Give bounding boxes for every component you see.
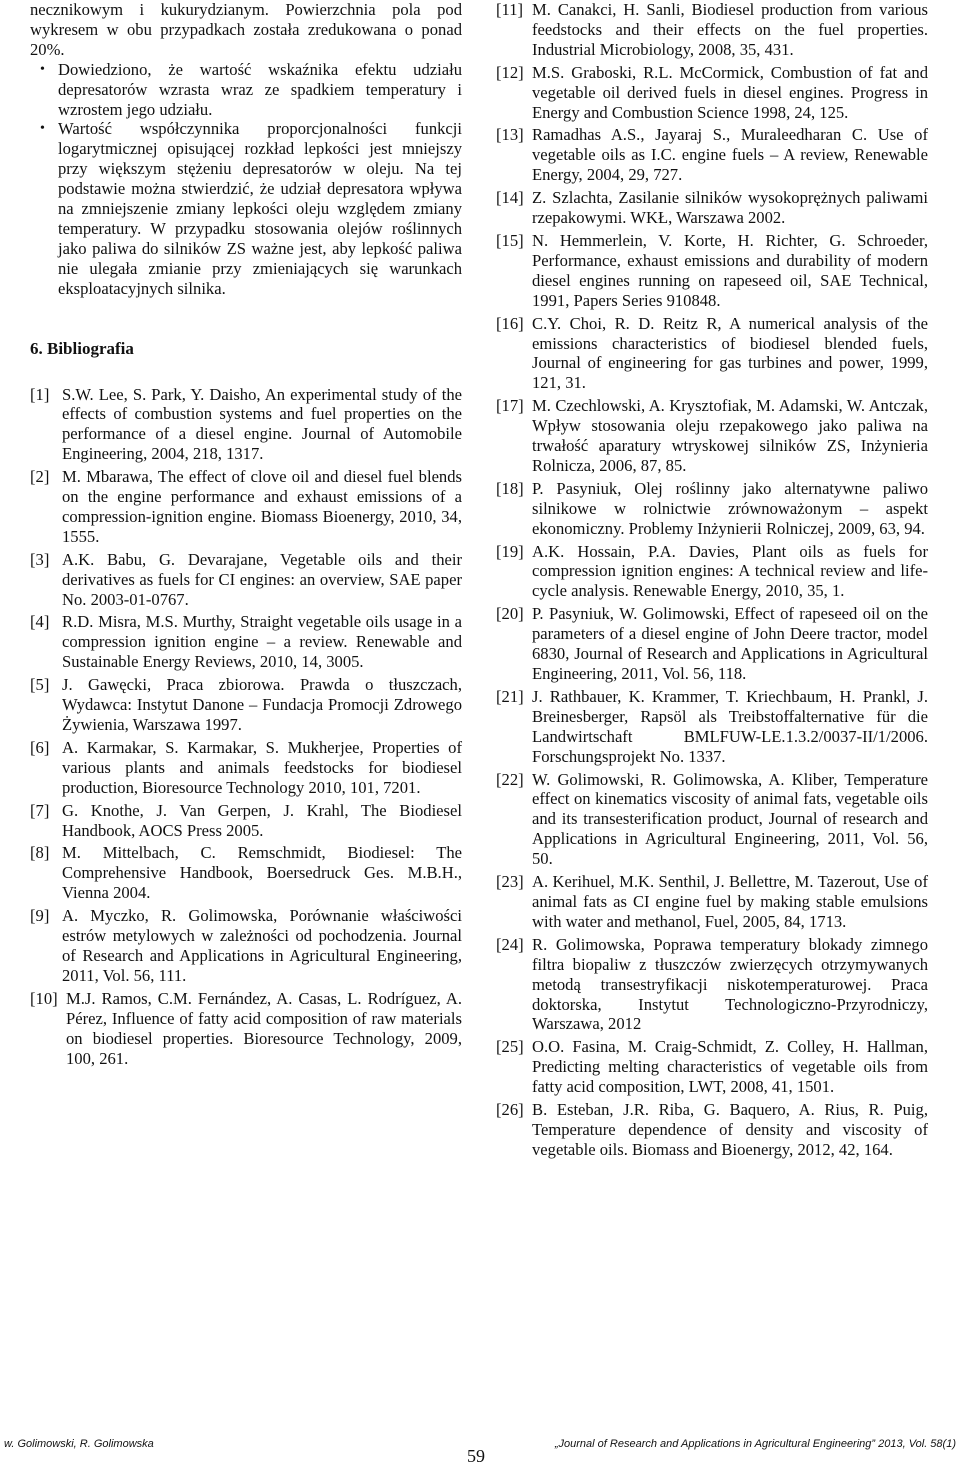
reference-item — [30, 906, 462, 986]
reference-item — [30, 801, 462, 841]
reference-text: A. Karmakar, S. Karmakar, S. Mukherjee, Properties of various plants and animals feedstocks for biodiesel production, Bioresource Technology 2010, 101, 7201. — [62, 737, 462, 797]
right-column — [496, 0, 928, 1163]
reference-text: A. Kerihuel, M.K. Senthil, J. Bellettre, M. Tazerout, Use of animal fats as CI engine fuel by making stable emulsions with water and methanol, Fuel, 2005, 84, 1713. — [532, 872, 928, 931]
bullet-text: Dowiedziono, że wartość wskaźnika efektu udziału depresatorów wzrasta wraz ze spadkiem temperatury i wzrostem jego udziału. — [58, 59, 462, 119]
reference-text: R. Golimowska, Poprawa temperatury blokady zimnego filtra biopaliw z tłuszczów zwierzęcych otrzymywanych metodą transestryfikacji niskotemperaturowej. Praca doktorska, Instytut Technologiczno-Przyrodniczy, Warszawa, 2012 — [532, 934, 928, 1034]
reference-item — [496, 63, 928, 123]
reference-item — [496, 542, 928, 602]
reference-text: O.O. Fasina, M. Craig-Schmidt, Z. Colley, H. Hallman, Predicting melting characteristics of vegetable oils from fatty acid composition, LWT, 2008, 41, 1501. — [532, 1037, 928, 1097]
reference-item — [30, 550, 462, 610]
bullet-text: Wartość współczynnika proporcjonalności funkcji logarytmicznej opisującej rozkład lepkości jest mniejszy przy większym stężeniu depresatorów w oleju. Na tej podstawie można stwierdzić, że udział depresatora wpływa na zmniejszenie zmiany lepkości oleju względem zmiany temperatury. W przypadku stosowania olejów roślinnych jako paliwa do silników ZS ważne jest, aby lepkość paliwa nie ulegała zmianie przy zmieniających się warunkach eksploatacyjnych silnika. — [58, 119, 462, 298]
reference-number: [13] — [496, 125, 524, 145]
section-heading: 6. Bibliografia — [30, 338, 134, 358]
reference-number: [12] — [496, 62, 524, 82]
reference-item — [496, 0, 928, 60]
reference-number: [5] — [30, 675, 50, 695]
reference-number: [8] — [30, 843, 50, 863]
reference-item — [30, 385, 462, 465]
reference-number: [11] — [496, 0, 524, 19]
reference-number: [23] — [496, 872, 524, 892]
reference-number: [1] — [30, 384, 50, 404]
conclusion-bullet-2 — [30, 119, 462, 298]
reference-item — [496, 396, 928, 476]
reference-number: [25] — [496, 1037, 524, 1057]
reference-text: M.J. Ramos, C.M. Fernández, A. Casas, L. Rodríguez, A. Pérez, Influence of fatty acid composition of raw materials on biodiesel properties. Bioresource Technology, 2009, 100, 261. — [66, 988, 462, 1068]
reference-text: M. Mbarawa, The effect of clove oil and diesel fuel blends on the engine performance and exhaust emissions of a compression-ignition engine. Biomass Bioenergy, 2010, 34, 1555. — [62, 467, 462, 546]
reference-text: A.K. Babu, G. Devarajane, Vegetable oils and their derivatives as fuels for CI engines: an overview, SAE paper No. 2003-01-0767. — [62, 549, 462, 609]
continued-paragraph: necznikowym i kukurydzianym. Powierzchnia pola pod wykresem w obu przypadkach została zredukowana o ponad 20%. — [30, 0, 462, 59]
reference-item — [496, 188, 928, 228]
reference-text: G. Knothe, J. Van Gerpen, J. Krahl, The Biodiesel Handbook, AOCS Press 2005. — [62, 800, 462, 840]
reference-number: [21] — [496, 686, 524, 706]
reference-text: Ramadhas A.S., Jayaraj S., Muraleedharan C. Use of vegetable oils as I.C. engine fuels – A review, Renewable Energy, 2004, 29, 727. — [532, 125, 928, 185]
reference-number: [18] — [496, 478, 524, 498]
bullet-dot: • — [40, 61, 45, 77]
reference-text: C.Y. Choi, R. D. Reitz R, A numerical analysis of the emissions characteristics of biodiesel blended fuels, Journal of engineering for gas turbines and power, 1999, 121, 31. — [532, 313, 928, 393]
reference-number: [4] — [30, 612, 50, 632]
footer-journal: „Journal of Research and Applications in Agricultural Engineering” 2013, Vol. 58(1) — [554, 1438, 956, 1450]
reference-item — [496, 872, 928, 932]
reference-number: [24] — [496, 934, 524, 954]
reference-item — [496, 1100, 928, 1160]
reference-number: [15] — [496, 230, 524, 250]
conclusion-bullet-1 — [30, 60, 462, 120]
reference-item — [30, 675, 462, 735]
reference-item — [30, 989, 462, 1069]
reference-text: J. Gawęcki, Praca zbiorowa. Prawda o tłuszczach, Wydawca: Instytut Danone – Fundacja Promocji Zdrowego Żywienia, Warszawa 1997. — [62, 675, 462, 734]
reference-item — [496, 935, 928, 1035]
reference-text: A.K. Hossain, P.A. Davies, Plant oils as fuels for compression ignition engines: A technical review and life-cycle analysis. Renewable Energy, 2010, 35, 1. — [532, 541, 928, 601]
reference-text: M. Mittelbach, C. Remschmidt, Biodiesel: The Comprehensive Handbook, Boersedruck Ges. M.B.H., Vienna 2004. — [62, 843, 462, 903]
bullet-dot: • — [40, 121, 45, 137]
reference-number: [14] — [496, 188, 524, 208]
reference-item — [30, 467, 462, 547]
reference-text: S.W. Lee, S. Park, Y. Daisho, An experimental study of the effects of combustion systems and fuel properties on the performance of a diesel engine. Journal of Automobile Engineering, 2004, 218, 1317. — [62, 384, 462, 464]
page-number: 59 — [467, 1446, 485, 1466]
reference-text: P. Pasyniuk, W. Golimowski, Effect of rapeseed oil on the parameters of a diesel engine of John Deere tractor, model 6830, Journal of Research and Applications in Agricultural Engineering, 2011, Vol. 56, 118. — [532, 604, 928, 683]
reference-text: B. Esteban, J.R. Riba, G. Baquero, A. Rius, R. Puig, Temperature dependence of density and viscosity of vegetable oils. Biomass and Bioenergy, 2012, 42, 164. — [532, 1100, 928, 1159]
reference-text: M. Czechlowski, A. Krysztofiak, M. Adamski, W. Antczak, Wpływ stosowania oleju rzepakowego jako paliwa na trwałość aparatury wtryskowej silników ZS, Inżynieria Rolnicza, 2006, 87, 85. — [532, 396, 928, 475]
reference-number: [7] — [30, 800, 50, 820]
reference-text: N. Hemmerlein, V. Korte, H. Richter, G. Schroeder, Performance, exhaust emissions and durability of modern diesel engines running on rapeseed oil, SAE Technical, 1991, Papers Series 910848. — [532, 230, 928, 310]
reference-text: J. Rathbauer, K. Krammer, T. Kriechbaum, H. Prankl, J. Breinesberger, Rapsöl als Treibstoffalternative für die Landwirtschaft BMLFUW-LE.1.3.2/0037-II/1/2006. Forschungsprojekt No. 1337. — [532, 686, 928, 766]
reference-item — [496, 770, 928, 870]
reference-item — [496, 687, 928, 767]
reference-number: [16] — [496, 313, 524, 333]
reference-text: M.S. Graboski, R.L. McCormick, Combustion of fat and vegetable oil derived fuels in diesel engines. Progress in Energy and Combustion Science 1998, 24, 125. — [532, 62, 928, 122]
reference-number: [3] — [30, 549, 50, 569]
reference-number: [22] — [496, 769, 524, 789]
reference-number: [17] — [496, 396, 524, 416]
footer-authors: w. Golimowski, R. Golimowska — [4, 1438, 154, 1450]
reference-item — [496, 231, 928, 311]
reference-list-left — [30, 385, 462, 1069]
reference-text: W. Golimowski, R. Golimowska, A. Kliber, Temperature effect on kinematics viscosity of animal fats, vegetable oils and its transesterification product, Journal of research and Applications in Agricultural Engineering, 2011, Vol. 56, 50. — [532, 769, 928, 869]
reference-text: Z. Szlachta, Zasilanie silników wysokoprężnych paliwami rzepakowymi. WKŁ, Warszawa 2002. — [532, 188, 928, 228]
reference-number: [6] — [30, 737, 50, 757]
reference-number: [2] — [30, 467, 50, 487]
reference-number: [26] — [496, 1100, 524, 1120]
reference-text: R.D. Misra, M.S. Murthy, Straight vegetable oils usage in a compression ignition engine – a review. Renewable and Sustainable Energy Reviews, 2010, 14, 3005. — [62, 612, 462, 672]
reference-item — [30, 612, 462, 672]
reference-text: A. Myczko, R. Golimowska, Porównanie właściwości estrów metylowych w zależności od pochodzenia. Journal of Research and Applications in Agricultural Engineering, 2011, Vol. 56, 111. — [62, 906, 462, 985]
reference-list-right — [496, 0, 928, 1160]
reference-item — [496, 314, 928, 394]
reference-item — [30, 843, 462, 903]
reference-number: [10] — [30, 988, 58, 1008]
left-column — [30, 0, 462, 1071]
reference-item — [30, 738, 462, 798]
reference-number: [9] — [30, 906, 50, 926]
reference-item — [496, 1037, 928, 1097]
reference-item — [496, 479, 928, 539]
reference-item — [496, 604, 928, 684]
reference-item — [496, 125, 928, 185]
reference-number: [20] — [496, 604, 524, 624]
reference-text: M. Canakci, H. Sanli, Biodiesel production from various feedstocks and their effects on the fuel properties. Industrial Microbiology, 2008, 35, 431. — [532, 0, 928, 59]
reference-number: [19] — [496, 541, 524, 561]
reference-text: P. Pasyniuk, Olej roślinny jako alternatywne paliwo silnikowe w rolnictwie zrównoważonym – aspekt ekonomiczny. Problemy Inżynierii Rolniczej, 2009, 63, 94. — [532, 478, 928, 538]
